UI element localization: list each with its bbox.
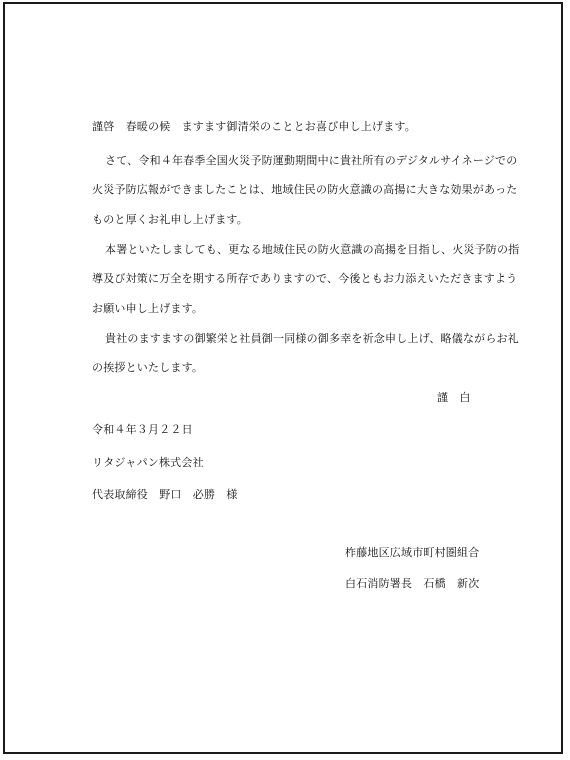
sender-person: 白石消防署長 石橋 新次 — [345, 577, 480, 590]
letter-page — [3, 2, 563, 754]
paragraph-3-line-2: の挨拶といたします。 — [92, 361, 204, 374]
paragraph-3-line-1: 貴社のますますの御繁栄と社員御一同様の御多幸を祈念申し上げ、略儀ながらお礼 — [105, 332, 519, 345]
paragraph-2-line-3: お願い申し上げます。 — [92, 302, 204, 315]
paragraph-1-line-3: ものと厚くお礼申し上げます。 — [92, 213, 248, 226]
recipient-person: 代表取締役 野口 必勝 様 — [92, 488, 238, 501]
paragraph-1-line-1: さて、令和４年春季全国火災予防運動期間中に貴社所有のデジタルサイネージでの — [105, 154, 518, 167]
letter-date: 令和４年３月２２日 — [92, 423, 193, 436]
sender-organization: 柞藤地区広域市町村圏組合 — [345, 546, 480, 559]
paragraph-2-line-2: 導及び対策に万全を期する所存でありますので、今後ともお力添えいただきますよう — [92, 272, 518, 285]
paragraph-2-line-1: 本署といたしましても、更なる地域住民の防火意識の高揚を目指し、火災予防の指 — [105, 243, 520, 256]
paragraph-1-line-2: 火災予防広報ができましたことは、地域住民の防火意識の高揚に大きな効果があった — [92, 183, 518, 196]
closing-word: 謹 白 — [437, 391, 471, 404]
recipient-company: リタジャパン株式会社 — [92, 456, 204, 469]
opening-greeting: 謹啓 春暖の候 ますます御清栄のこととお喜び申し上げます。 — [92, 120, 416, 133]
